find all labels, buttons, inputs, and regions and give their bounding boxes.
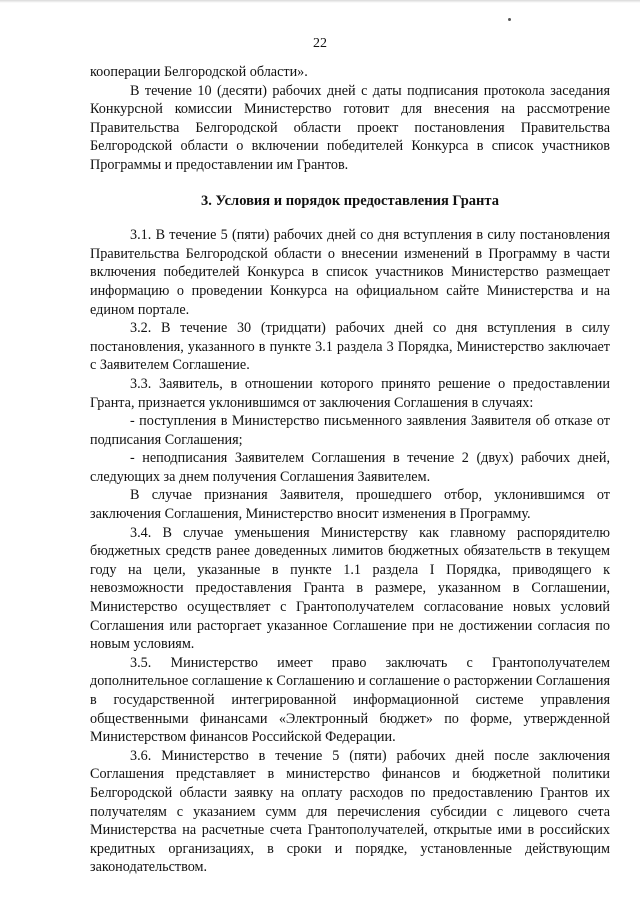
paragraph-3-3: 3.3. Заявитель, в отношении которого принято решение о предоставлении Гранта, признается уклонившимся от заключения Соглашения в случаях: [90,375,610,411]
paragraph-3-4: 3.4. В случае уменьшения Министерству как главному распорядителю бюджетных средств ранее доведенных лимитов бюджетных обязательств в текущем году на цели, указанные в пункте 1.1 раздела I Порядка, приводящего к невозможности предоставления Гранта в размере, указанном в Соглашении, Министерство осуществляет с Грантополучателем согласование новых условий Соглашения или расторгает указанное Соглашение при не достижении согласия по новым условиям. [90,524,610,653]
page-number: 22 [313,36,327,51]
list-item-refusal: - поступления в Министерство письменного заявления Заявителя об отказе от подписания Соглашения; [90,413,610,448]
paragraph-3-6: 3.6. Министерство в течение 5 (пяти) рабочих дней после заключения Соглашения представляет в министерство финансов и бюджетной политики Белгородской области заявку на оплату расходов по предоставлению Грантов их получателям с указанием сумм для перечисления субсидии с лицевого счета Министерства на расчетные счета Грантополучателей, открытые ими в российских кредитных организациях, в сроки и порядке, установленные действующим законодательством. [90,747,610,876]
paragraph-3-2: 3.2. В течение 30 (тридцати) рабочих дней со дня вступления в силу постановления, указанного в пункте 3.1 раздела 3 Порядка, Министерство заключает с Заявителем Соглашение. [90,320,610,374]
paragraph-protocol-deadline: В течение 10 (десяти) рабочих дней с даты подписания протокола заседания Конкурсной комиссии Министерство готовит для внесения на рассмотрение Правительства Белгородской области проект постановления Правительства Белгородской области о включении победителей Конкурса в список участников Программы и предоставлении им Грантов. [90,82,610,173]
paragraph-3-1: 3.1. В течение 5 (пяти) рабочих дней со дня вступления в силу постановления Правительства Белгородской области о внесении изменений в Программу в части включения победителей Конкурса в список участников Министерство размещает информацию о проведении Конкурса на официальном сайте Министерства и на едином портале. [90,227,610,318]
paragraph-3-5: 3.5. Министерство имеет право заключать с Грантополучателем дополнительное соглашение к Соглашению и соглашение о расторжении Соглашения в государственной интегрированной информационной системе управления общественными финансами «Электронный бюджет» по форме, утвержденной Министерством финансов Российской Федерации. [90,654,610,746]
section-heading: 3. Условия и порядок предоставления Гранта [201,192,499,209]
list-item-non-signing: - неподписания Заявителем Соглашения в течение 2 (двух) рабочих дней, следующих за днем получения Соглашения Заявителем. [90,450,610,485]
paragraph-evasion: В случае признания Заявителя, прошедшего отбор, уклонившимся от заключения Соглашения, Министерство вносит изменения в Программу. [90,487,610,523]
document-body [90,63,610,877]
paragraph-continuation: кооперации Белгородской области». [90,64,308,80]
scan-speck [508,18,511,21]
scan-top-edge [0,0,640,3]
